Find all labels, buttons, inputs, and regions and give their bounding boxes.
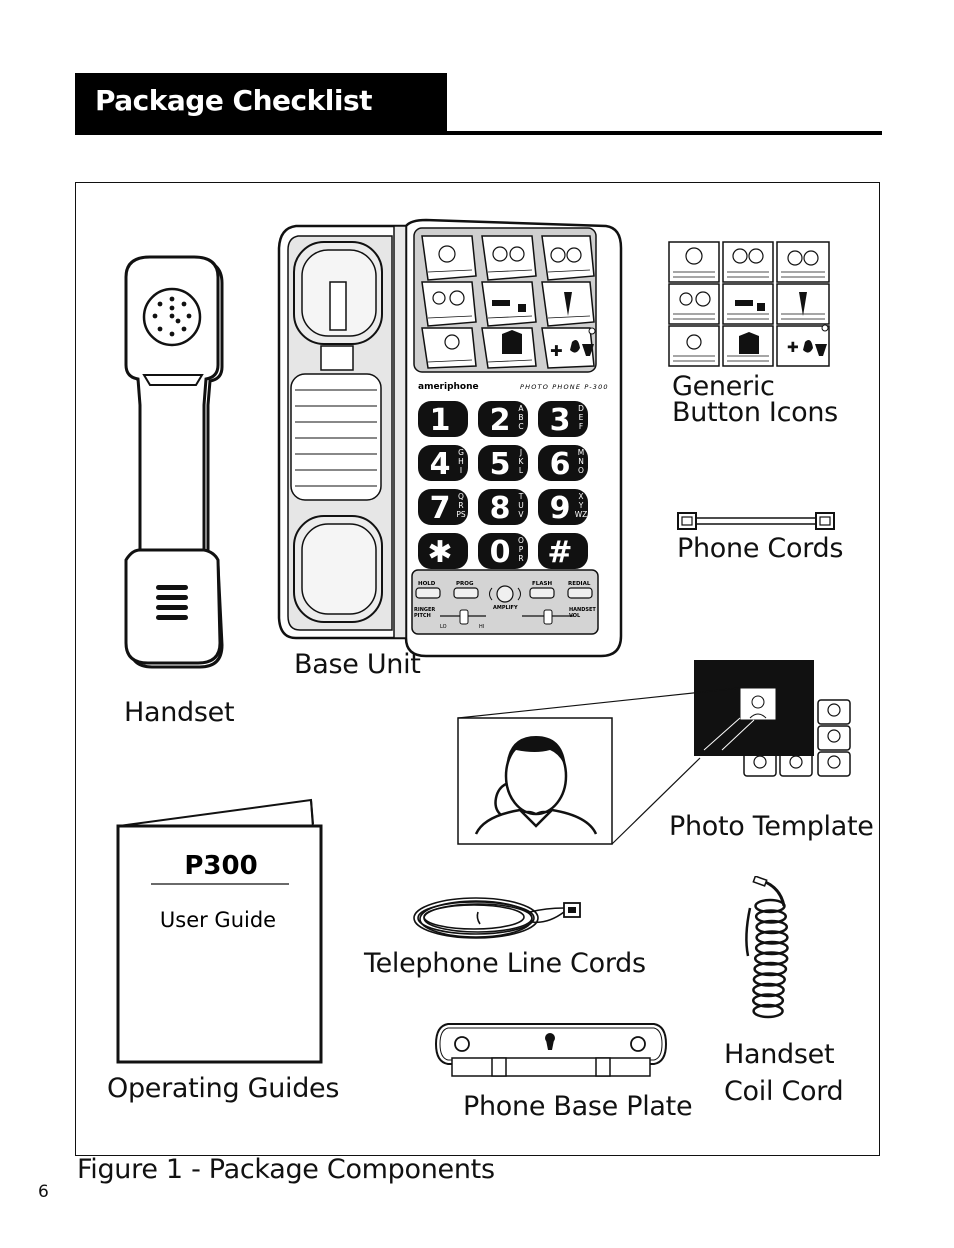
keypad-digit: 0 bbox=[489, 535, 511, 570]
ringer-pitch-text: RINGER PITCH bbox=[414, 607, 436, 619]
label-handset: Handset bbox=[124, 697, 235, 728]
amplify-label: AMPLIFY bbox=[493, 605, 518, 611]
keypad-key bbox=[538, 489, 588, 526]
guide-model-text: P300 bbox=[184, 851, 258, 881]
keypad-key bbox=[538, 445, 588, 482]
label-photo-template: Photo Template bbox=[669, 811, 874, 842]
redial-label: REDIAL bbox=[568, 581, 591, 587]
phone-cord-illustration bbox=[676, 510, 836, 532]
keypad-key bbox=[538, 401, 588, 438]
keypad-letter: H bbox=[458, 457, 464, 466]
keypad-digit: 9 bbox=[549, 491, 571, 526]
keypad-key bbox=[418, 489, 468, 526]
keypad-digit: 8 bbox=[489, 491, 511, 526]
figure-caption: Figure 1 - Package Components bbox=[77, 1154, 495, 1185]
svg-text:✚: ✚ bbox=[550, 342, 563, 360]
phone-base-plate-illustration bbox=[434, 1016, 668, 1080]
keypad-key bbox=[418, 533, 468, 570]
handset-vol-text: HANDSET VOL bbox=[569, 607, 596, 619]
keypad-digit: # bbox=[547, 535, 573, 570]
keypad-key bbox=[478, 445, 528, 482]
keypad-letter: WZ bbox=[574, 510, 588, 519]
label-generic-button-icons: Generic Button Icons bbox=[672, 371, 838, 428]
header-rule bbox=[447, 131, 882, 135]
keypad-letter: V bbox=[518, 510, 524, 519]
keypad-key bbox=[538, 533, 588, 570]
keypad-key bbox=[478, 489, 528, 526]
keypad-letter: R bbox=[518, 554, 524, 563]
keypad-letter: F bbox=[578, 422, 584, 431]
handset-coil-cord-illustration bbox=[730, 876, 814, 1032]
prog-label: PROG bbox=[456, 581, 474, 587]
brand-text: ameriphone bbox=[418, 382, 479, 392]
keypad-letter: K bbox=[518, 457, 524, 466]
keypad-letter: R bbox=[458, 501, 464, 510]
keypad-digit: 4 bbox=[429, 447, 451, 482]
label-operating-guides: Operating Guides bbox=[107, 1073, 340, 1104]
keypad-letter: O bbox=[518, 536, 524, 545]
keypad-letter: T bbox=[518, 492, 524, 501]
keypad-letter: I bbox=[459, 466, 463, 475]
hi-label: HI bbox=[479, 624, 485, 630]
keypad-digit: 5 bbox=[489, 447, 511, 482]
keypad-letter: J bbox=[519, 448, 523, 457]
keypad-letter: D bbox=[578, 404, 584, 413]
label-base-unit: Base Unit bbox=[294, 649, 421, 680]
keypad-digit: 3 bbox=[549, 403, 571, 438]
base-unit-illustration bbox=[276, 218, 624, 660]
keypad-key bbox=[478, 401, 528, 438]
handset-illustration bbox=[118, 255, 233, 680]
hold-label: HOLD bbox=[418, 581, 436, 587]
keypad-letter: B bbox=[518, 413, 524, 422]
keypad-key bbox=[418, 445, 468, 482]
page-title: Package Checklist bbox=[95, 84, 372, 117]
user-guide-illustration bbox=[115, 796, 327, 1068]
keypad-digit: ✱ bbox=[427, 535, 453, 570]
keypad-letter: A bbox=[518, 404, 524, 413]
keypad-letter: Q bbox=[458, 492, 464, 501]
svg-text:✚: ✚ bbox=[787, 340, 799, 356]
flash-label: FLASH bbox=[532, 581, 553, 587]
keypad-letter: L bbox=[518, 466, 524, 475]
telephone-line-cords-illustration bbox=[408, 888, 590, 948]
label-telephone-line-cords: Telephone Line Cords bbox=[364, 948, 646, 979]
label-phone-base-plate: Phone Base Plate bbox=[463, 1091, 693, 1122]
keypad-letter: O bbox=[578, 466, 584, 475]
keypad-letter: G bbox=[458, 448, 464, 457]
keypad-letter: C bbox=[518, 422, 524, 431]
keypad-digit: 1 bbox=[429, 403, 451, 438]
keypad-digit: 7 bbox=[429, 491, 451, 526]
keypad-letter: U bbox=[518, 501, 524, 510]
keypad-letter: Y bbox=[578, 501, 584, 510]
keypad-letter: P bbox=[518, 545, 524, 554]
coil-loops bbox=[753, 900, 787, 1017]
lo-label: LO bbox=[440, 624, 447, 630]
keypad-letter: N bbox=[578, 457, 584, 466]
guide-subtitle-text: User Guide bbox=[159, 908, 277, 932]
keypad-letter: X bbox=[578, 492, 584, 501]
label-phone-cords: Phone Cords bbox=[677, 533, 844, 564]
label-handset-coil-cord: Handset Coil Cord bbox=[724, 1039, 844, 1107]
generic-button-icons bbox=[667, 240, 833, 368]
keypad-digit: 6 bbox=[549, 447, 571, 482]
keypad-letter: E bbox=[578, 413, 584, 422]
keypad-key bbox=[478, 533, 528, 570]
keypad-letter: PS bbox=[456, 510, 466, 519]
page-number: 6 bbox=[38, 1182, 49, 1202]
keypad-digit: 2 bbox=[489, 403, 511, 438]
keypad-key bbox=[418, 401, 468, 438]
keypad-letter: M bbox=[577, 448, 585, 457]
model-text: PHOTO PHONE P-300 bbox=[520, 383, 609, 391]
